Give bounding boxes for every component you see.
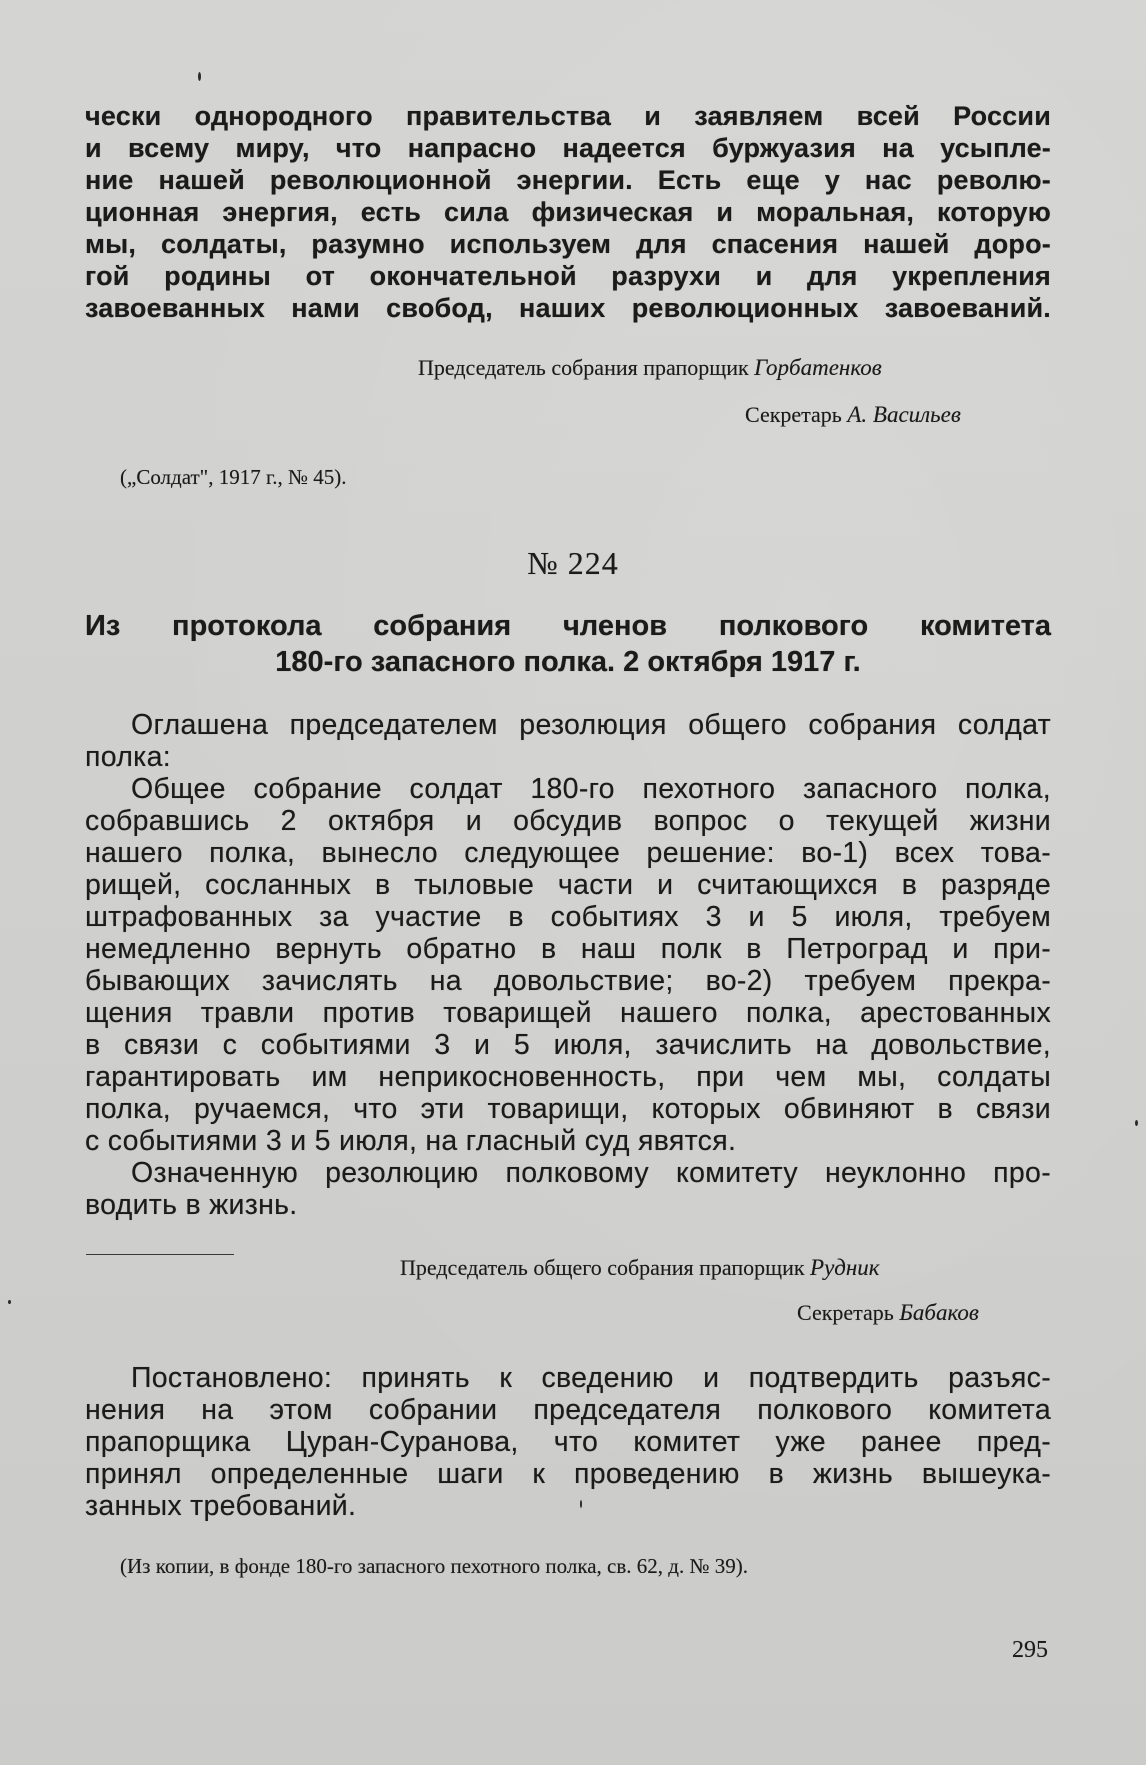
title-line: Из протокола собрания членов полкового комитета <box>85 610 1051 642</box>
text-line: занных требований. <box>85 1490 357 1522</box>
text-line: прапорщика Цуран-Суранова, что комитет уже ранее пред- <box>85 1426 1051 1458</box>
title-line: 180-го запасного полка. 2 октября 1917 г. <box>275 646 861 678</box>
chairman-name: Горбатенков <box>754 355 882 380</box>
text-line: мы, солдаты, разумно используем для спасения нашей доро- <box>85 229 1051 259</box>
second-chairman-signature <box>400 1255 880 1281</box>
document-number: № 224 <box>527 545 619 581</box>
text-line: Постановлено: принять к сведению и подтвердить разъяс- <box>131 1362 1051 1394</box>
text-line: щения травли против товарищей нашего полка, арестованных <box>85 997 1051 1029</box>
text-line: нения на этом собрании председателя полкового комитета <box>85 1394 1051 1426</box>
first-secretary-signature <box>745 402 961 428</box>
page-number: 295 <box>1012 1637 1048 1663</box>
first-chairman-signature <box>418 355 882 381</box>
text-line: полка, ручаемся, что эти товарищи, которых обвиняют в связи <box>85 1093 1051 1125</box>
secretary-title: Секретарь <box>797 1300 894 1325</box>
text-line: ционная энергия, есть сила физическая и моральная, которую <box>85 197 1051 227</box>
scan-speck <box>1135 1120 1138 1126</box>
resolution-text <box>85 709 1051 1221</box>
second-source-citation: (Из копии, в фонде 180-го запасного пехотного полка, св. 62, д. № 39). <box>120 1554 749 1578</box>
text-line: водить в жизнь. <box>85 1189 298 1221</box>
text-line: принял определенные шаги к проведению в жизнь вышеука- <box>85 1458 1051 1490</box>
chairman-title: Председатель общего собрания прапорщик <box>400 1255 805 1280</box>
text-line: нашего полка, вынесло следующее решение: во-1) всех това- <box>85 837 1051 869</box>
divider-rule <box>86 1254 234 1255</box>
first-source-citation: („Солдат", 1917 г., № 45). <box>120 465 347 489</box>
text-line: гарантировать им неприкосновенность, при чем мы, солдаты <box>85 1061 1051 1093</box>
chairman-name: Рудник <box>810 1255 880 1280</box>
scan-speck <box>580 1500 582 1508</box>
second-secretary-signature <box>797 1300 979 1326</box>
text-line: штрафованных за участие в событиях 3 и 5 июля, требуем <box>85 901 1051 933</box>
text-line: завоеванных нами свобод, наших революционных завоеваний. <box>85 293 1051 323</box>
text-line: в связи с событиями 3 и 5 июля, зачислить на довольствие, <box>85 1029 1051 1061</box>
text-line: немедленно вернуть обратно в наш полк в Петроград и при- <box>85 933 1051 965</box>
chairman-title: Председатель собрания прапорщик <box>418 355 749 380</box>
text-line: Оглашена председателем резолюция общего собрания солдат <box>131 709 1051 741</box>
text-line: бывающих зачислять на довольствие; во-2) требуем прекра- <box>85 965 1051 997</box>
secretary-title: Секретарь <box>745 402 842 427</box>
text-line: рищей, сосланных в тыловые части и считающихся в разряде <box>85 869 1051 901</box>
text-line: с событиями 3 и 5 июля, на гласный суд явятся. <box>85 1125 737 1157</box>
document-title <box>85 608 1051 680</box>
secretary-name: А. Васильев <box>847 402 961 427</box>
text-line: Означенную резолюцию полковому комитету неуклонно про- <box>131 1157 1051 1189</box>
scan-speck <box>8 1300 11 1304</box>
text-line: Общее собрание солдат 180-го пехотного запасного полка, <box>131 773 1051 805</box>
text-line: чески однородного правительства и заявляем всей России <box>85 101 1051 131</box>
top-paragraph <box>85 100 1051 324</box>
scan-speck <box>198 72 201 81</box>
text-line: ние нашей революционной энергии. Есть еще у нас револю- <box>85 165 1051 195</box>
secretary-name: Бабаков <box>899 1300 979 1325</box>
decision-text <box>85 1362 1051 1522</box>
text-line: собравшись 2 октября и обсудив вопрос о текущей жизни <box>85 805 1051 837</box>
text-line: полка: <box>85 741 171 773</box>
text-line: и всему миру, что напрасно надеется буржуазия на усыпле- <box>85 133 1051 163</box>
text-line: гой родины от окончательной разрухи и для укрепления <box>85 261 1051 291</box>
